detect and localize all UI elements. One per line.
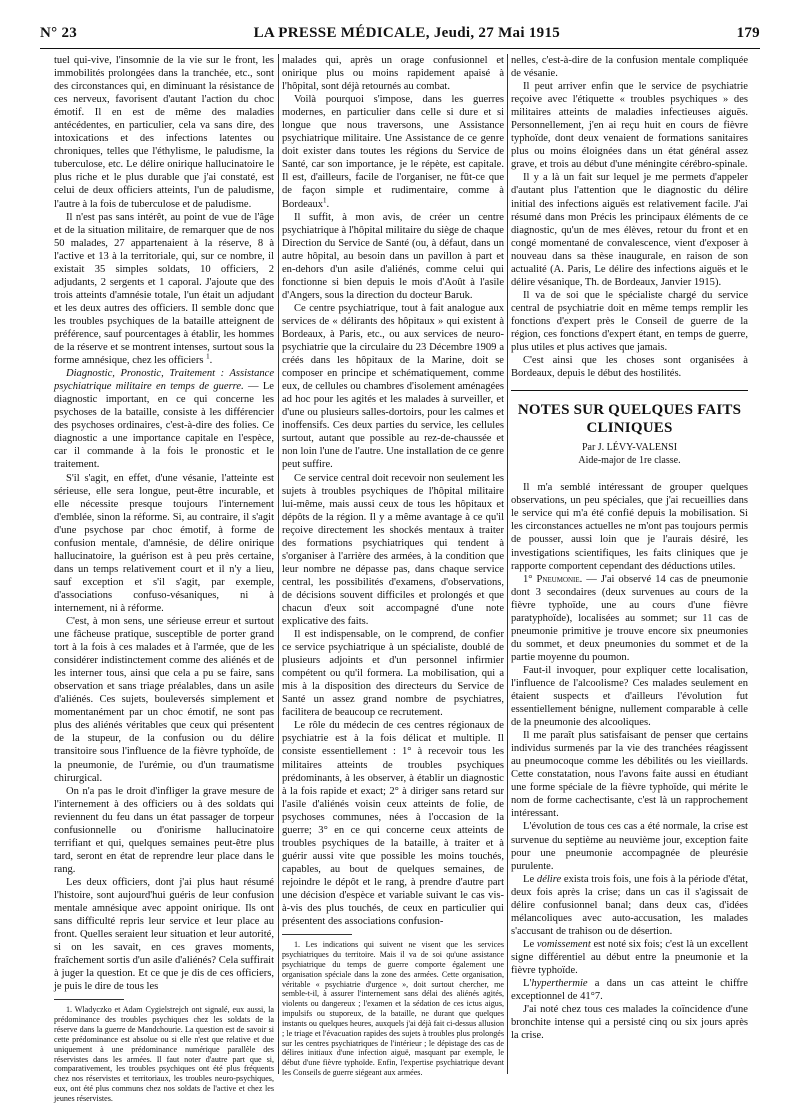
emphasis: délire [536,873,562,885]
paragraph: malades qui, après un orage confusionnel et onirique plus ou moins rapidement apaisé à l'hôpital, sont déjà retournés au combat. [282,55,504,93]
paragraph: Il va de soi que le spécialiste chargé du service central de psychiatrie doit en même temps remplir les fonctions d'expert près le Conseil de guerre de la région, ces fonctions d'expert étant, en temps de guerre, plus utiles et plus actives que jamais. [511,289,748,354]
paragraph: Il y a là un fait sur lequel je me permets d'appeler d'autant plus l'attention que le diagnostic du délire initial des infections aiguës est relativement facile. J'ai résumé dans mon Précis les principaux éléments de ce diagnostic, qu'un de mes élèves, retour du front et en congé momentané de convalescence, vient d'exposer à nouveau dans sa thèse inaugurale, en raison de son actualité (A. Paris, Le délire des infections aiguës et le délire vésanique, Th. de Bordeaux, Janvier 1915). [511,172,748,288]
paragraph: Les deux officiers, dont j'ai plus haut résumé l'histoire, sont aujourd'hui guéris de leur confusion mentale amnésique avec appoint onirique. Ils ont sans difficulté repris leur service et leur place au front. Quelles seraient leur situation et leur autorité, si on les savait, en ces graves moments, fraîchement sortis d'un asile d'aliénés? Cela suffirait à juger la question. Et ce que je dis de ces officiers, je puis le dire de tous les [54,876,274,993]
page-number: 179 [736,24,760,41]
article-title: NOTES SUR QUELQUES FAITS CLINIQUES [517,402,742,437]
paragraph-text: exista trois fois, une fois à la période d'état, deux fois après la crise; dans un cas il s'agissait de délire confusionnel banal; dans deux cas, d'idées mélancoliques avec auto-accusation, les malades s'accusant de trahison ou de désertion. [511,873,749,937]
footnote-rule [54,999,124,1000]
paragraph: Faut-il invoquer, pour expliquer cette localisation, l'influence de l'alcoolisme? Ces malades seulement en étaient suspects et d'ailleurs l'évolution fut essentiellement bénigne, nullement comparable à celle de la pneumonie des alcooliques. [511,664,748,729]
paragraph: Il me paraît plus satisfaisant de penser que certains individus surmenés par la vie des tranchées réagissent au pneumocoque comme les débilités ou les vieillards. Cette constatation, nous l'avons faite aussi en étudiant une forme spéciale de la fièvre typhoïde, qui mérite le nom de forme cachectisante, c'est là un rapprochement intéressant. [511,730,748,820]
paragraph-text: — J'ai observé 14 cas de pneumonie dont 3 secondaires (deux survenues au cours de la fièvre typhoïde, une au cours d'une fièvre paratyphoïde), localisées au sommet; sur 11 cas de pneumonie primitive je trouve encore six pneumonies du sommet, et deux pneumonies du sommet et de la partie moyenne du poumon. [511,573,748,663]
section-heading-paragraph [54,367,274,471]
paragraph [511,977,748,1003]
subsection-lead: 1° Pneumonie. [523,573,583,585]
column-divider [507,54,508,1074]
paragraph: On n'a pas le droit d'infliger la grave mesure de l'internement à des officiers ou à des soldats qui reviennent du feu dans un état passager de torpeur confusionnelle ou d'onirisme hallucinatoire terrifiant et qui, quelques semaines peut-être plus tard, seront en état de reprendre leur place dans le rang. [54,785,274,875]
issue-number: N° 23 [40,24,78,41]
footnote-rule [282,934,352,935]
column-right [511,54,748,1074]
paragraph-text: Il n'est pas sans intérêt, au point de vue de l'âge et de la situation militaire, de remarquer que de nos 50 malades, 27 appartenaient à la réserve, 8 à l'active et 13 à la territoriale, qui, sur ce nombre, il existait 35 simples soldats, 10 officiers, 2 adjudants, 2 sergents et 1 caporal. J'ajoute que des trois atteints d'amnésie totale, l'un était un adjudant et les deux autres des officiers. Il semble donc que les troubles psychiques de la bataille atteignent de préférence, sauf pourcentages à établir, les hommes de la réserve et se montrent intenses, surtout sous la forme amnésique, chez les officiers [54,211,274,367]
section-heading: Diagnostic, Pronostic, Traitement : Assistance psychiatrique militaire en temps de guerre. [54,368,274,393]
paragraph: nelles, c'est-à-dire de la confusion mentale compliquée de vésanie. [511,55,748,80]
paragraph: tuel qui-vive, l'insomnie de la vie sur le front, les immobilités prolongées dans la tranchée, etc., sont des circonstances qui, en diminuant la résistance de ces nerveux, favorisent d'autant l'action du choc émotif. Il en est de même des maladies antécédentes, en particulier, cela va sans dire, des intoxications et des infections latentes ou chroniques, telles que l'éthylisme, le paludisme, la tuberculose, etc. Le délire onirique hallucinatoire le plus riche et le plus durable que j'ai constaté, est celui de deux officiers atteints, l'un de paludisme, l'autre à la fois de tuberculose et de paludisme. [54,55,274,210]
footnote-ref: 1 [206,352,210,361]
article-author-role: Aide-major de 1re classe. [578,455,681,467]
paragraph [511,873,748,938]
column-divider [278,54,279,1074]
paragraph-text: Le [523,873,537,885]
paragraph: Ce centre psychiatrique, tout à fait analogue aux services de « délirants des hôpitaux » qui existent à Bordeaux, à Paris, etc., ou aux services de neuro-psychiatrie que la circulaire du 23 Décembre 1909 a créés dans les hôpitaux de la Marine, doit se composer en principe et schématiquement, comme eux, de cellules ou chambres d'isolement aménagées ad hoc pour les agités et les malades à surveiller, et d'une ou plusieurs salles-dortoirs, pour les calmes et inoffensifs. Ces deux parties du service, les cellules surtout, autant que possible au rez-de-chaussée et non loin l'une de l'autre. Une installation de ce genre peut suffire. [282,302,504,471]
article-separator [511,390,748,391]
paragraph: S'il s'agit, en effet, d'une vésanie, l'atteinte est sérieuse, elle sera longue, peut-être incurable, et elle nécessite presque toujours l'internement d'emblée, sinon la réforme. Si, au contraire, il s'agit d'une psychose par choc émotif, à forme de confusion mentale, d'amnésie, de délire onirique hallucinatoire, la guérison est à peu près certaine, dans un temps relativement court et il n'y a lieu, sauf exception et s'il s'agit, par exemple, d'associations confuso-vésaniques, ni à internement, ni à réforme. [54,472,274,614]
paragraph: Il est indispensable, on le comprend, de confier ce service psychiatrique à un spécialiste, doublé de plusieurs adjoints et d'un personnel infirmier compétent ou qu'il formera. La mobilisation, qui a mis à la disposition des directeurs du Service de Santé un assez grand nombre de psychiatres, facilitera de beaucoup ce recrutement. [282,629,504,719]
emphasis: vomissement [536,938,591,950]
paragraph: Il n'est pas sans intérêt, au point de vue de l'âge et de la situation militaire, de remarquer que de nos 50 malades, 27 appartenaient à la réserve, 8 à l'active et 13 à la territoriale, qui, sur ce nombre, il existait 35 simples soldats, 10 officiers, 2 adjudants, 2 sergents et 1 caporal. J'ajoute que des trois atteints d'amnésie totale, l'un était un adjudant et les deux autres des officiers. Il semble donc que les troubles psychiques de la bataille atteignent de préférence, sauf pourcentages à établir, les hommes de la réserve et se montrent intenses, surtout sous la forme amnésique, chez les officiers $^1$. [54,211,274,367]
paragraph: C'est ainsi que les choses sont organisées à Bordeaux, depuis le début des hostilités. [511,355,748,380]
paragraph: L'évolution de tous ces cas a été normale, la crise est survenue du septième au neuvième jour, exception faite pour une pneumonie accompagnée de pleurésie purulente. [511,821,748,872]
footnote: 1. Wladyczko et Adam Cygielstrejch ont signalé, eux aussi, la prédominance des troubles psychiques chez les soldats de la réserve dans la guerre de Mandchourie. La question est de savoir si cette prédominance est absolue ou si elle n'est que relative et due uniquement à une prédominance numérique parallèle des réservistes dans les armées. Il faut noter d'autre part que si, comparativement, les troubles psychiques ont été plus fréquents chez nos réservistes et territoriaux, les troubles neuro-psychiques, eux, ont été plus communs chez nos soldats de l'active et chez les jeunes réservistes. [54,1005,274,1103]
footnote-ref: 1 [323,196,327,204]
paragraph: Ce service central doit recevoir non seulement les sujets à troubles psychiques de l'hôpital militaire lui-même, mais aussi ceux de tous les hôpitaux et dépôts de la région. Il y a même avantage à ce qu'il reçoive directement les shockés mentaux à traiter des formations psychiatriques qui tendent à s'organiser à l'arrière des armées, à la condition que leur nombre ne dépasse pas, dans chaque service central, les possibilités d'examens, d'observations, de décisions souvent difficiles et prolongés et que chacun d'eux soit accompagné d'une note explicative des faits. [282,472,504,628]
column-middle [282,54,504,1078]
paragraph [511,573,748,664]
emphasis: hyperthermie [531,978,588,990]
running-head [40,22,760,44]
paragraph-text: est noté six fois; c'est là un excellent signe différentiel au début entre la pneumonie et la fièvre typhoïde. [511,938,749,976]
article-author: Par J. LÉVY-VALENSI [581,442,678,454]
paragraph: Il suffit, à mon avis, de créer un centre psychiatrique à l'hôpital militaire du siège de chaque Direction du Service de Santé (ou, à défaut, dans un autre hôpital, au besoin dans un pavillon à part et en-dehors d'un asile d'aliénés, comme celui qui fonctionne si bien depuis le mois d'Août à l'asile d'Angers, sous la direction du docteur Baruk. [282,211,504,301]
paragraph-text: Le [523,938,537,950]
paragraph-text: Voilà pourquoi s'impose, dans les guerres modernes, en particulier dans celle si dure et si longue que nous traversons, une Assistance psychiatrique militaire. Une Assistance de ce genre doit exister dans toutes les régions du Service de Santé, car son importance, je le répète, est capitale. Il est, d'ailleurs, facile de l'organiser, ne fût-ce que de façon simple et rudimentaire, comme à Bordeaux [282,94,504,210]
paragraph: J'ai noté chez tous ces malades la coïncidence d'une bronchite intense qui a persisté cinq ou six jours après la crise. [511,1004,748,1042]
paragraph: Le rôle du médecin de ces centres régionaux de psychiatrie est à la fois délicat et multiple. Il consiste essentiellement : 1° à recevoir tous les militaires atteints de troubles psychiques prédominants, à les observer, à établir un diagnostic à la fois rapide et exact; 2° à diriger sans retard sur l'asile d'aliénés voisin ceux atteints de folie, de psychoses communes, nées à l'occasion de la guerre; 3° en ce qui concerne ceux atteints de troubles psychiques de la bataille, à traiter et à guérir aussi vite que possible les moins touchés, capables, au bout de quelques semaines, de rejoindre le dépôt et le rang, à prendre d'autre part une décision d'espèce et variable suivant le cas vis-à-vis des plus touchés, de ceux en particulier qui présentent des associations confusion- [282,720,504,928]
paragraph: Il m'a semblé intéressant de grouper quelques observations, un peu spéciales, que j'ai recueillies dans le service qui m'a été confié depuis la mobilisation. Si les circonstances actuelles ne m'ont pas toujours permis de pousser, aussi loin que je l'aurais désiré, les investigations scientifiques, les faits cliniques que je rapporte comportent cependant des déductions utiles. [511,482,748,572]
header-rule [40,48,760,49]
journal-title: LA PRESSE MÉDICALE, Jeudi, 27 Mai 1915 [253,24,561,41]
paragraph-text: — Le diagnostic important, en ce qui concerne les psychoses de la bataille, consiste à les différencier des psychoses ordinaires, c'est-à-dire des folies. Ce diagnostic a une importance capitale en l'espèce, car il commande à la fois le pronostic et le traitement. [54,381,274,471]
paragraph-text: L' [523,978,532,990]
paragraph: C'est, à mon sens, une sérieuse erreur et surtout une fâcheuse pratique, susceptible de porter grand tort à la fois à ces malades et à l'armée, que de les considérer indistinctement comme des aliénés et de les interner tous, ainsi que cela a pu se faire, sans observation et sans triage préalables, dans un asile d'aliénés. Ces sujets, bouleversés simplement et momentanément par un choc émotif, ne sont pas plus des aliénés véritables que ceux qui présentent de la stupeur, de la confusion ou du délire transitoire sous l'influence de la fièvre typhoïde, de la pneumonie, de l'urémie, ou d'un traumatisme chirurgical. [54,616,274,784]
footnote: 1. Les indications qui suivent ne visent que les services psychiatriques du territoire. Mais il va de soi qu'une assistance psychiatrique du temps de guerre comporte également une organisation spéciale dans la zone des armées. Cette organisation, véritable « psychiatrie d'urgence », doit surtout chercher, me semble-t-il, à assurer l'internement sans délai des aliénés agités, violents ou dangereux ; l'examen et la sédation de ces ictus aigus, impulsifs ou stuporeux, de la bataille, ne durant que quelques instants ou quelques heures, auxquels j'ai déjà fait ci-dessus allusion ; le triage et l'évacuation rapides des sujets à troubles plus prolongés sur les centres psychiatriques de l'intérieur ; le dépistage des cas de délires initiaux d'une infection aiguë, masquant par exemple, le début d'une fièvre typhoïde. Enfin, l'expertise psychiatrique devant les Conseils de guerre siégeant aux armées. [282,940,504,1078]
column-left [54,54,274,1103]
paragraph: Voilà pourquoi s'impose, dans les guerres modernes, en particulier dans celle si dure et si longue que nous traversons, une Assistance psychiatrique militaire. Une Assistance de ce genre doit exister dans toutes les régions du Service de Santé, car son importance, je le répète, est capitale. Il est, d'ailleurs, facile de l'organiser, ne fût-ce que de façon simple et rudimentaire, comme à Bordeaux$^1$. [282,94,504,210]
paragraph-text: a dans un cas atteint le chiffre exceptionnel de 41°7. [511,978,748,1003]
paragraph: Il peut arriver enfin que le service de psychiatrie reçoive avec l'étiquette « troubles psychiques » des militaires atteints de maladies infectieuses aiguës. Personnellement, j'en ai reçu huit en cours de fièvre typhoïde, dont deux venaient de formations sanitaires plus ou moins éloignées dans un état général assez grave, et trois au début d'une méningite cérébro-spinale. [511,81,748,171]
paragraph [511,938,748,977]
